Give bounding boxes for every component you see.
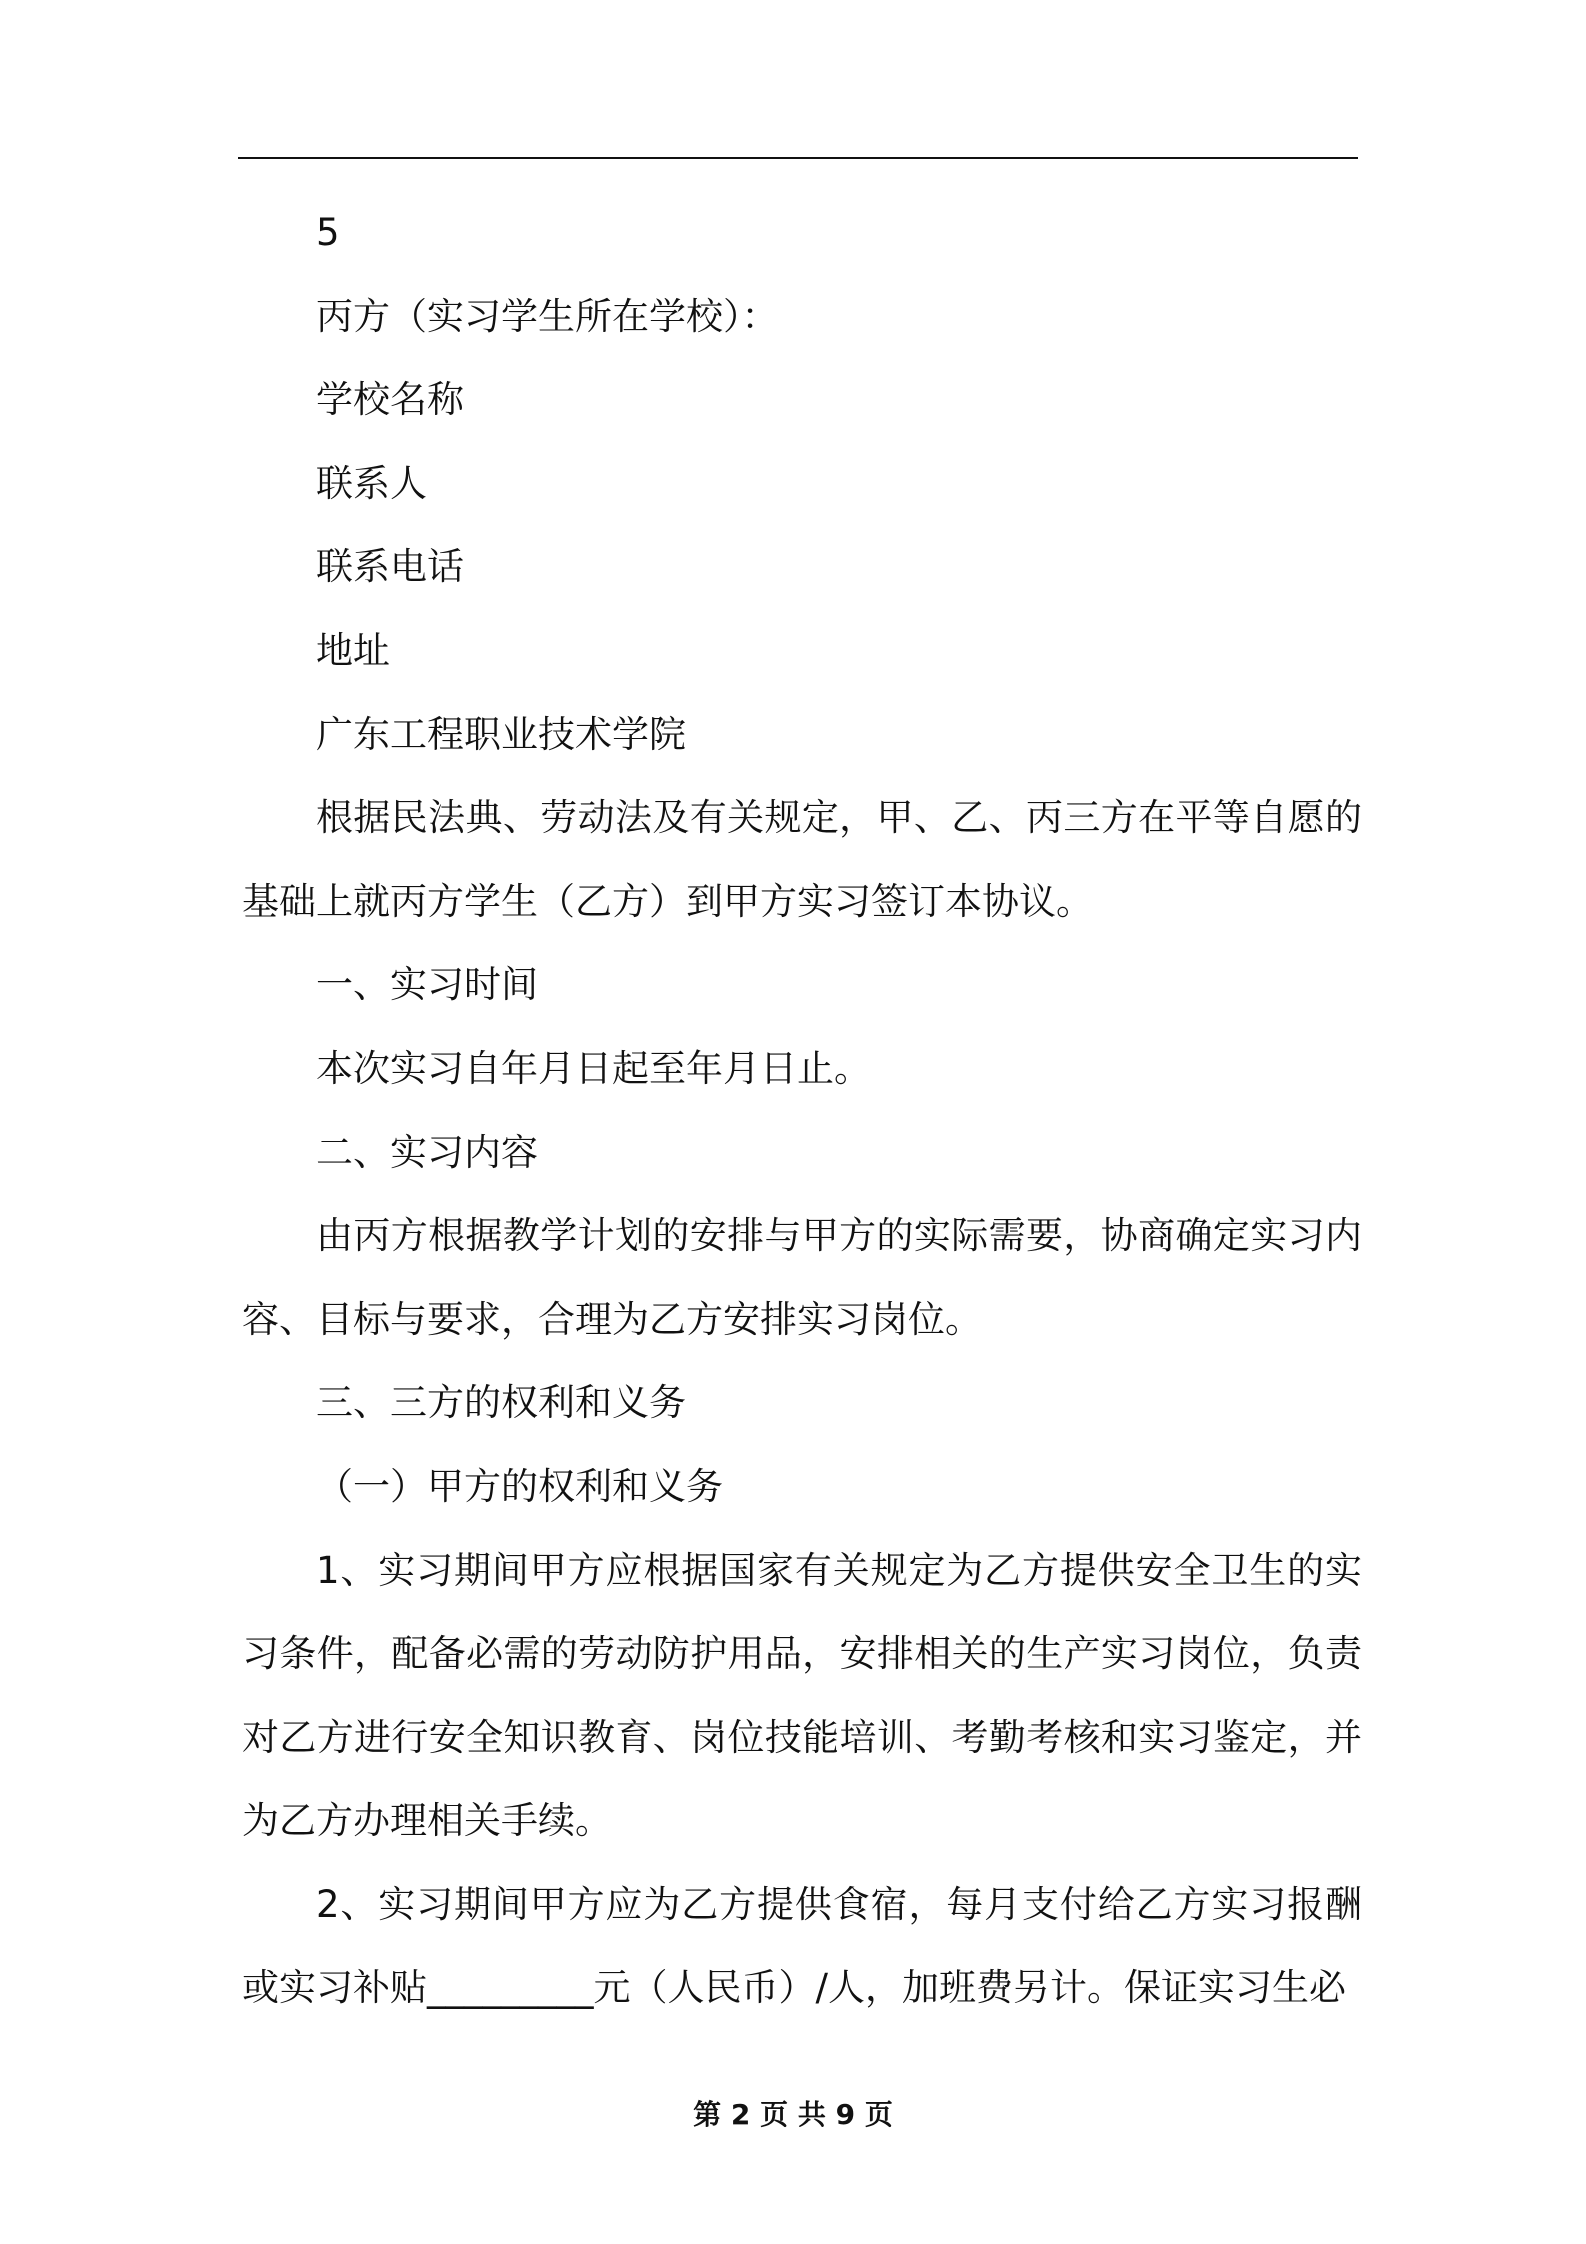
internship-time-paragraph: 本次实习自年月日起至年月日止。	[316, 1046, 871, 1090]
document-body	[242, 191, 1362, 2030]
subsection-heading-party-a: （一）甲方的权利和义务	[316, 1464, 723, 1508]
section-heading-internship-content: 二、实习内容	[316, 1130, 538, 1174]
contact-phone-label: 联系电话	[316, 545, 464, 589]
internship-content-paragraph: 由丙方根据教学计划的安排与甲方的实际需要，协商确定实习内容、目标与要求，合理为乙方安排实习岗位。	[242, 1214, 1362, 1341]
page-number-text: 5	[316, 211, 340, 254]
school-name-value: 广东工程职业技术学院	[316, 712, 686, 756]
section-heading-rights-obligations: 三、三方的权利和义务	[316, 1381, 686, 1425]
clause-2-paragraph: 2、实习期间甲方应为乙方提供食宿，每月支付给乙方实习报酬或实习补贴_________元（人民币）/人，加班费另计。保证实习生必	[242, 1882, 1362, 2010]
clause-1-paragraph: 1、实习期间甲方应根据国家有关规定为乙方提供安全卫生的实习条件，配备必需的劳动防护用品，安排相关的生产实习岗位，负责对乙方进行安全知识教育、岗位技能培训、考勤考核和实习鉴定，并为乙方办理相关手续。	[242, 1548, 1362, 1843]
party-c-heading: 丙方（实习学生所在学校）：	[316, 294, 779, 338]
section-heading-internship-time: 一、实习时间	[316, 963, 538, 1007]
header-rule	[238, 157, 1358, 159]
page-footer: 第 2 页 共 9 页	[693, 2098, 893, 2131]
preamble-paragraph: 根据民法典、劳动法及有关规定，甲、乙、丙三方在平等自愿的基础上就丙方学生（乙方）到甲方实习签订本协议。	[242, 796, 1362, 923]
address-label: 地址	[316, 628, 390, 672]
school-name-label: 学校名称	[316, 378, 464, 422]
contact-person-label: 联系人	[316, 461, 427, 505]
